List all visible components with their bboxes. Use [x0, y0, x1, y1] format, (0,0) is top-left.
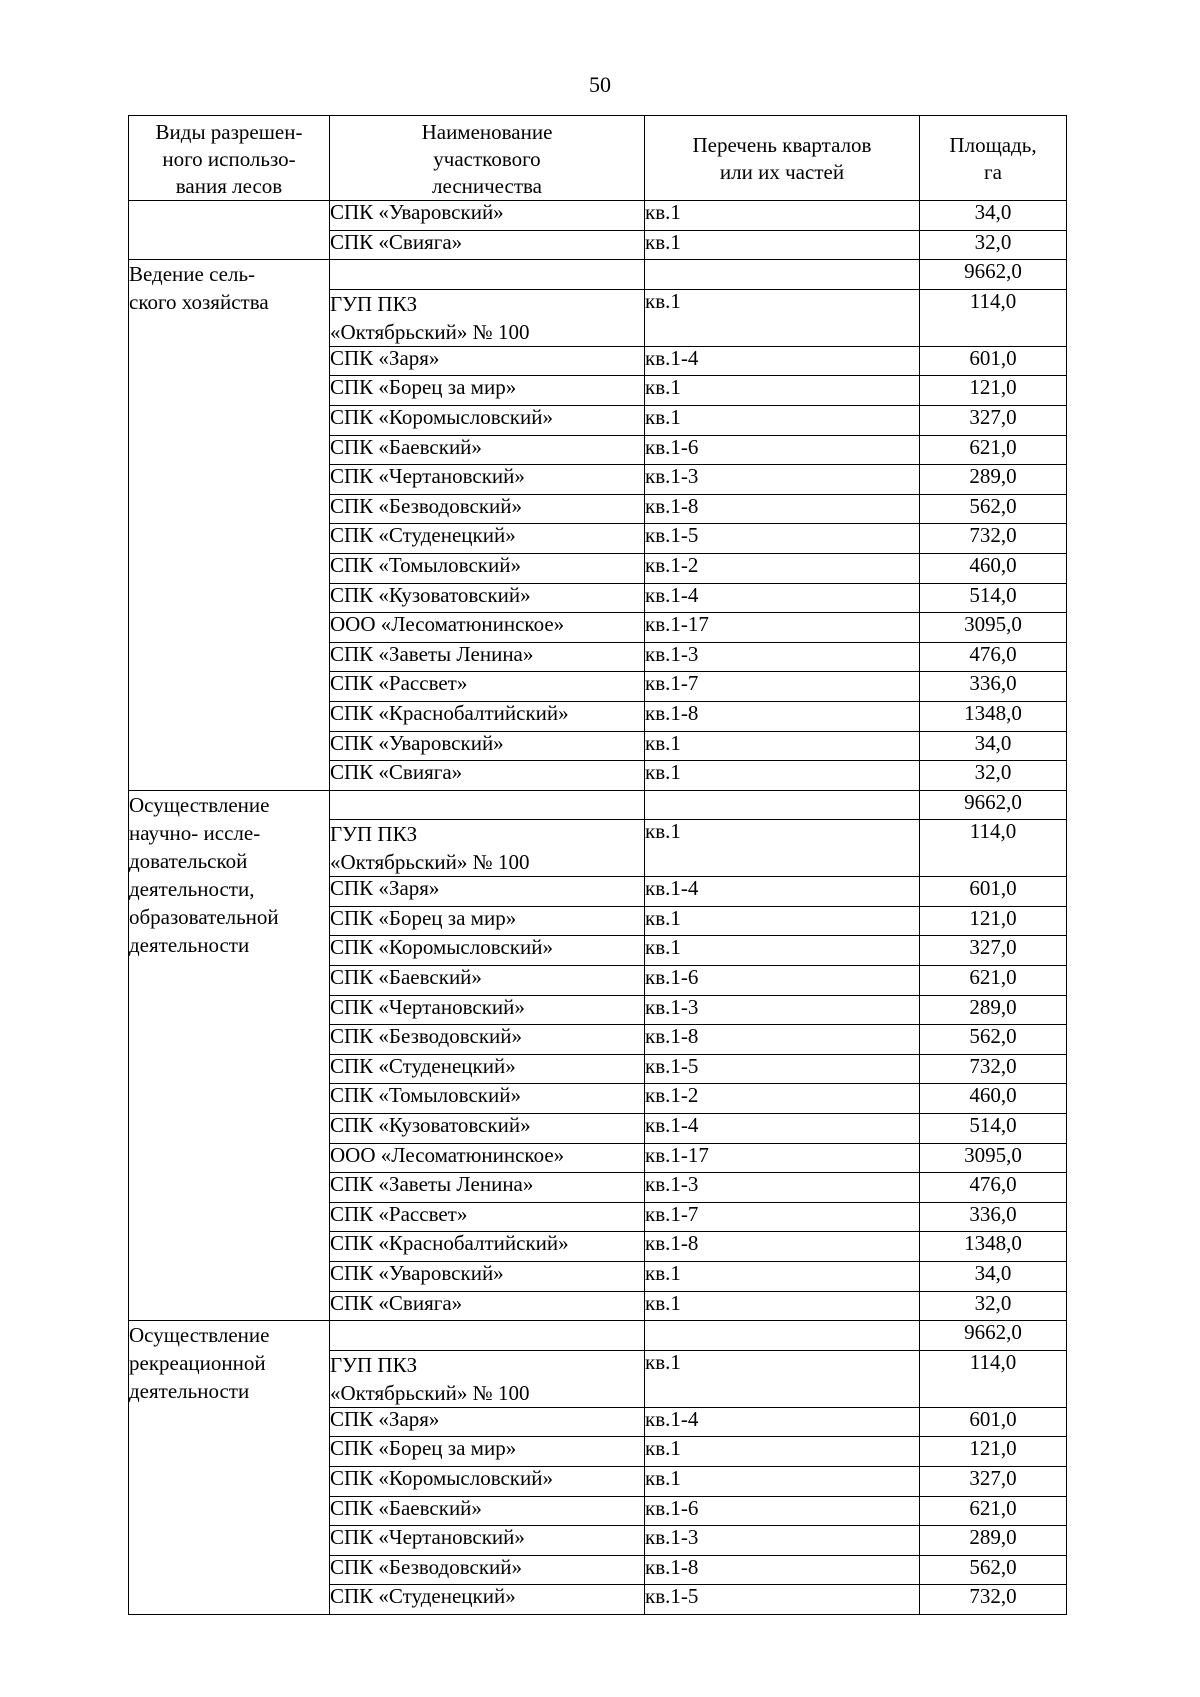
area-cell: 327,0 [920, 1466, 1067, 1496]
header-quarters [645, 116, 920, 201]
forestry-name-cell: СПК «Заря» [330, 1407, 645, 1437]
quarters-cell: кв.1-17 [645, 613, 920, 643]
area-cell: 514,0 [920, 583, 1067, 613]
forestry-name-cell: ГУП ПКЗ «Октябрьский» № 100 [330, 820, 645, 877]
forestry-name-cell: СПК «Безводовский» [330, 494, 645, 524]
quarters-cell: кв.1-3 [645, 642, 920, 672]
quarters-cell: кв.1-8 [645, 701, 920, 731]
area-cell: 732,0 [920, 524, 1067, 554]
area-cell: 601,0 [920, 877, 1067, 907]
area-cell: 562,0 [920, 1555, 1067, 1585]
quarters-cell [645, 790, 920, 820]
forestry-name-cell: СПК «Коромысловский» [330, 936, 645, 966]
quarters-cell: кв.1-6 [645, 435, 920, 465]
header-quarters-text: Перечень кварталов или их частей [692, 133, 872, 184]
forestry-name-cell: СПК «Студенецкий» [330, 1585, 645, 1615]
quarters-cell: кв.1-8 [645, 1555, 920, 1585]
quarters-cell: кв.1-4 [645, 1407, 920, 1437]
forestry-name-cell: СПК «Чертановский» [330, 1526, 645, 1556]
area-cell: 114,0 [920, 1350, 1067, 1407]
forestry-name-cell: СПК «Уваровский» [330, 1262, 645, 1292]
quarters-cell: кв.1 [645, 201, 920, 231]
forestry-name-cell: СПК «Свияга» [330, 1291, 645, 1321]
area-cell: 3095,0 [920, 1143, 1067, 1173]
group-total-row [129, 260, 1067, 290]
area-cell: 289,0 [920, 465, 1067, 495]
area-cell: 121,0 [920, 1437, 1067, 1467]
forestry-name-cell: СПК «Безводовский» [330, 1555, 645, 1585]
forestry-name-cell: ГУП ПКЗ «Октябрьский» № 100 [330, 289, 645, 346]
quarters-cell: кв.1 [645, 1262, 920, 1292]
table-body [129, 201, 1067, 1615]
area-cell: 114,0 [920, 289, 1067, 346]
forestry-name-cell: СПК «Заветы Ленина» [330, 642, 645, 672]
forestry-name-cell: СПК «Баевский» [330, 966, 645, 996]
area-cell: 1348,0 [920, 701, 1067, 731]
forestry-name-cell: СПК «Краснобалтийский» [330, 1232, 645, 1262]
forestry-name-cell: СПК «Студенецкий» [330, 1054, 645, 1084]
area-cell: 621,0 [920, 435, 1067, 465]
forestry-name-cell: СПК «Баевский» [330, 1496, 645, 1526]
area-cell: 327,0 [920, 405, 1067, 435]
page-number: 50 [589, 72, 611, 97]
forestry-name-cell: СПК «Томыловский» [330, 553, 645, 583]
quarters-cell: кв.1 [645, 1466, 920, 1496]
forestry-name-cell: СПК «Коромысловский» [330, 405, 645, 435]
forestry-name-cell: СПК «Рассвет» [330, 672, 645, 702]
quarters-cell: кв.1-6 [645, 966, 920, 996]
forestry-name-cell: СПК «Коромысловский» [330, 1466, 645, 1496]
area-cell: 514,0 [920, 1114, 1067, 1144]
area-cell: 32,0 [920, 1291, 1067, 1321]
quarters-cell: кв.1 [645, 761, 920, 791]
area-cell: 562,0 [920, 1025, 1067, 1055]
area-cell: 460,0 [920, 1084, 1067, 1114]
header-area-text: Площадь, га [949, 133, 1037, 184]
area-cell: 476,0 [920, 1173, 1067, 1203]
quarters-cell: кв.1 [645, 289, 920, 346]
quarters-cell: кв.1 [645, 405, 920, 435]
area-cell: 601,0 [920, 1407, 1067, 1437]
quarters-cell [645, 1321, 920, 1351]
area-cell: 601,0 [920, 346, 1067, 376]
quarters-cell: кв.1-6 [645, 1496, 920, 1526]
group-total-area-cell: 9662,0 [920, 790, 1067, 820]
area-cell: 121,0 [920, 376, 1067, 406]
quarters-cell: кв.1-8 [645, 1025, 920, 1055]
forestry-name-cell: СПК «Чертановский» [330, 995, 645, 1025]
area-cell: 476,0 [920, 642, 1067, 672]
header-forestry-text: Наименование участкового лесничества [421, 119, 553, 198]
area-cell: 3095,0 [920, 613, 1067, 643]
area-cell: 289,0 [920, 1526, 1067, 1556]
quarters-cell: кв.1-7 [645, 1202, 920, 1232]
forestry-name-cell [330, 790, 645, 820]
group-total-row [129, 1321, 1067, 1351]
area-cell: 34,0 [920, 201, 1067, 231]
forestry-name-cell: СПК «Баевский» [330, 435, 645, 465]
quarters-cell: кв.1 [645, 820, 920, 877]
use-type-cell: Осуществление научно- иссле- довательской деятельности, образовательной деятельности [129, 790, 330, 1321]
area-cell: 336,0 [920, 1202, 1067, 1232]
forestry-name-cell: СПК «Краснобалтийский» [330, 701, 645, 731]
area-cell: 732,0 [920, 1585, 1067, 1615]
header-use [129, 116, 330, 201]
area-cell: 1348,0 [920, 1232, 1067, 1262]
quarters-cell: кв.1 [645, 1291, 920, 1321]
table-header-row [129, 116, 1067, 201]
forestry-name-cell: СПК «Свияга» [330, 761, 645, 791]
forestry-name-cell [330, 260, 645, 290]
area-cell: 562,0 [920, 494, 1067, 524]
area-cell: 621,0 [920, 1496, 1067, 1526]
area-cell: 327,0 [920, 936, 1067, 966]
use-type-cell: Осуществление рекреационной деятельности [129, 1321, 330, 1615]
forestry-name-cell: ООО «Лесоматюнинское» [330, 613, 645, 643]
group-total-row [129, 790, 1067, 820]
quarters-cell: кв.1-4 [645, 346, 920, 376]
quarters-cell: кв.1-4 [645, 877, 920, 907]
area-cell: 289,0 [920, 995, 1067, 1025]
forestry-name-cell: СПК «Борец за мир» [330, 906, 645, 936]
area-cell: 121,0 [920, 906, 1067, 936]
forestry-name-cell: СПК «Борец за мир» [330, 376, 645, 406]
forestry-name-cell: СПК «Заветы Ленина» [330, 1173, 645, 1203]
quarters-cell: кв.1 [645, 731, 920, 761]
quarters-cell: кв.1 [645, 906, 920, 936]
forestry-name-cell: СПК «Уваровский» [330, 731, 645, 761]
quarters-cell: кв.1-8 [645, 1232, 920, 1262]
quarters-cell: кв.1-5 [645, 524, 920, 554]
forestry-name-cell: СПК «Кузоватовский» [330, 583, 645, 613]
header-area [920, 116, 1067, 201]
table-row [129, 201, 1067, 231]
header-forestry [330, 116, 645, 201]
quarters-cell: кв.1-2 [645, 553, 920, 583]
forestry-name-cell: СПК «Безводовский» [330, 1025, 645, 1055]
area-cell: 34,0 [920, 1262, 1067, 1292]
quarters-cell: кв.1-3 [645, 1526, 920, 1556]
forestry-name-cell: СПК «Кузоватовский» [330, 1114, 645, 1144]
forestry-name-cell: СПК «Свияга» [330, 230, 645, 260]
group-total-area-cell: 9662,0 [920, 260, 1067, 290]
forestry-name-cell: СПК «Заря» [330, 877, 645, 907]
area-cell: 114,0 [920, 820, 1067, 877]
quarters-cell: кв.1-17 [645, 1143, 920, 1173]
forestry-name-cell: СПК «Заря» [330, 346, 645, 376]
quarters-cell: кв.1 [645, 936, 920, 966]
quarters-cell: кв.1-4 [645, 583, 920, 613]
forest-use-table [128, 115, 1067, 1615]
area-cell: 34,0 [920, 731, 1067, 761]
quarters-cell: кв.1-5 [645, 1054, 920, 1084]
forestry-name-cell [330, 1321, 645, 1351]
quarters-cell: кв.1 [645, 376, 920, 406]
forestry-name-cell: СПК «Уваровский» [330, 201, 645, 231]
group-total-area-cell: 9662,0 [920, 1321, 1067, 1351]
quarters-cell: кв.1-5 [645, 1585, 920, 1615]
forestry-name-cell: СПК «Студенецкий» [330, 524, 645, 554]
use-type-cell: Ведение сель- ского хозяйства [129, 260, 330, 791]
forestry-name-cell: СПК «Борец за мир» [330, 1437, 645, 1467]
quarters-cell: кв.1-7 [645, 672, 920, 702]
forestry-name-cell: СПК «Томыловский» [330, 1084, 645, 1114]
area-cell: 621,0 [920, 966, 1067, 996]
quarters-cell: кв.1-3 [645, 995, 920, 1025]
area-cell: 732,0 [920, 1054, 1067, 1084]
area-cell: 460,0 [920, 553, 1067, 583]
quarters-cell: кв.1-2 [645, 1084, 920, 1114]
quarters-cell: кв.1-8 [645, 494, 920, 524]
quarters-cell: кв.1 [645, 1437, 920, 1467]
header-use-text: Виды разрешен- ного использо- вания лесов [155, 119, 303, 198]
quarters-cell: кв.1 [645, 1350, 920, 1407]
area-cell: 32,0 [920, 230, 1067, 260]
forestry-name-cell: ООО «Лесоматюнинское» [330, 1143, 645, 1173]
area-cell: 32,0 [920, 761, 1067, 791]
quarters-cell: кв.1-3 [645, 465, 920, 495]
use-cell-empty [129, 201, 330, 260]
quarters-cell: кв.1 [645, 230, 920, 260]
quarters-cell: кв.1-3 [645, 1173, 920, 1203]
forestry-name-cell: ГУП ПКЗ «Октябрьский» № 100 [330, 1350, 645, 1407]
quarters-cell: кв.1-4 [645, 1114, 920, 1144]
forestry-name-cell: СПК «Рассвет» [330, 1202, 645, 1232]
area-cell: 336,0 [920, 672, 1067, 702]
quarters-cell [645, 260, 920, 290]
forestry-name-cell: СПК «Чертановский» [330, 465, 645, 495]
